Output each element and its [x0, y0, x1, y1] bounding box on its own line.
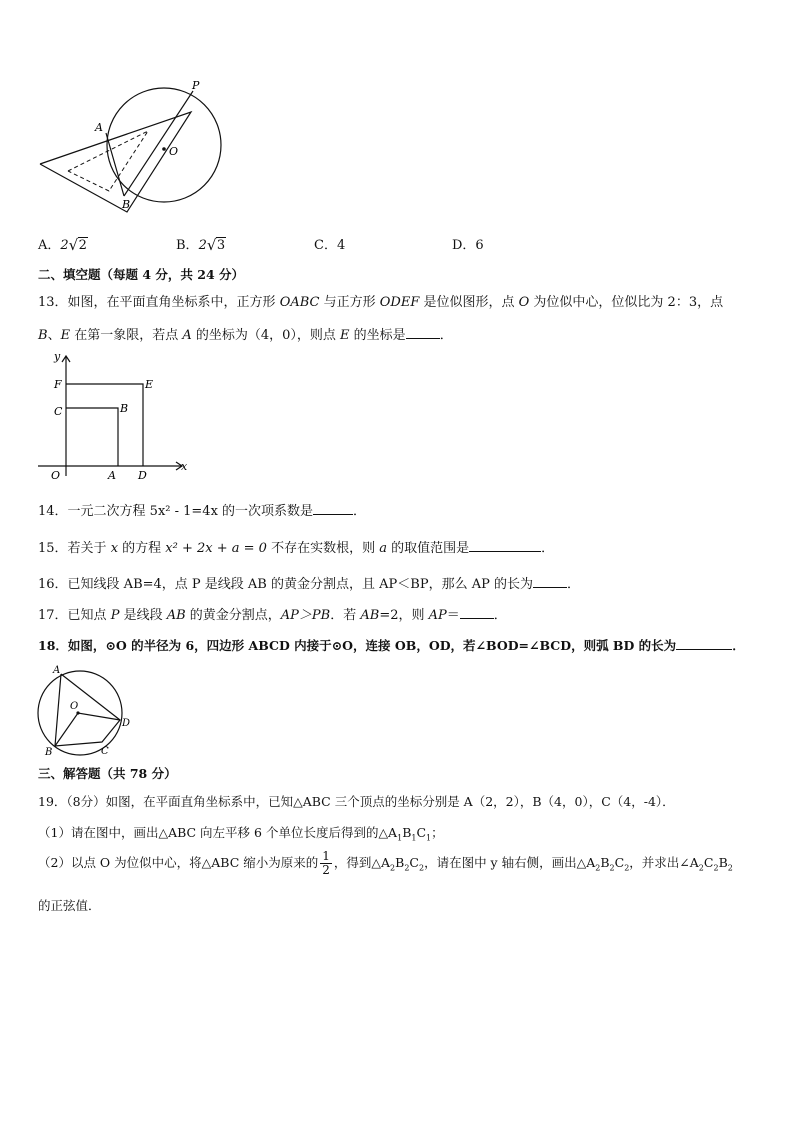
figure-q18 [34, 662, 144, 762]
q19-line-2: （1）请在图中，画出△ABC 向左平移 6 个单位长度后得到的$\triangle A_1B_1C_1$； [38, 825, 444, 843]
line-ab [106, 133, 124, 196]
q17: 17．已知点 P 是线段 AB 的黄金分割点，AP＞PB．若 AB=2，则 AP＝ ． [38, 608, 507, 623]
point-o [162, 147, 166, 151]
quad-abcd [55, 674, 120, 746]
radii-ob-od [55, 713, 120, 746]
label-p: P [192, 79, 200, 92]
label-o: O [70, 701, 79, 712]
label-d: D [122, 718, 131, 729]
label-a: A [108, 469, 116, 482]
square-oabc [66, 408, 118, 466]
figure-q12 [36, 78, 236, 213]
answer-blank [469, 539, 541, 552]
label-a: A [53, 665, 61, 676]
label-o: O [51, 469, 61, 482]
q16: 16．已知线段 AB=4，点 P 是线段 AB 的黄金分割点，且 AP＜BP，那么 AP 的长为 ． [38, 577, 580, 592]
label-e: E [145, 378, 154, 391]
label-b: B [45, 747, 53, 758]
q19-line-4: 的正弦值． [38, 898, 101, 913]
q19-line-3: （2）以点 O 为位似中心，将△ABC 缩小为原来的 $\frac{1}{2}$ ，得到$\triangle A_2B_2C_2$，请在图中 y 轴右侧，画出$\triangle A_2B_2C_2$，并求出$\angle A_2C_2B_2$ [38, 849, 733, 877]
option-a: A．2 √ 2 [38, 236, 87, 254]
figure-q13 [36, 348, 196, 482]
section-heading-fill-in: 二、填空题（每题 4 分，共 24 分） [38, 267, 245, 282]
line-bp [124, 91, 193, 196]
option-c: C．4 [314, 238, 346, 253]
triangle-outer [40, 112, 191, 212]
answer-blank [406, 326, 440, 339]
q13-line-1: 13．如图，在平面直角坐标系中，正方形 OABC 与正方形 ODEF 是位似图形，点 O 为位似中心，位似比为 2：3，点 [38, 295, 724, 310]
answer-blank [313, 502, 353, 515]
circle-o [107, 88, 221, 202]
square-odef [66, 384, 143, 466]
option-b: B．2 √ 3 [176, 236, 226, 254]
label-d: D [138, 469, 147, 482]
section-heading-answer: 三、解答题（共 78 分） [38, 766, 177, 781]
label-o: O [169, 145, 179, 158]
q15: 15．若关于 x 的方程 x² + 2x + a = 0 不存在实数根，则 a 的取值范围是 ． [38, 541, 555, 556]
answer-blank [460, 606, 494, 619]
option-d: D．6 [452, 238, 484, 253]
fraction-one-half: $\frac{1}{2}$ [322, 849, 330, 877]
label-y: y [54, 350, 61, 363]
label-c: C [101, 746, 109, 757]
label-f: F [54, 378, 62, 391]
q14: 14．一元二次方程 5x² - 1=4x 的一次项系数是 ． [38, 504, 367, 519]
answer-blank [533, 575, 567, 588]
answer-blank [676, 637, 732, 650]
label-b: B [120, 402, 129, 415]
label-b: B [122, 198, 131, 211]
q19-line-1: 19．（8分）如图，在平面直角坐标系中，已知△ABC 三个顶点的坐标分别是 A（2，2），B（4，0），C（4，-4）． [38, 794, 675, 809]
label-x: x [181, 460, 188, 473]
label-c: C [54, 405, 63, 418]
label-a: A [95, 121, 103, 134]
q18: 18．如图，⊙O 的半径为 6，四边形 ABCD 内接于⊙O，连接 OB，OD，若∠BOD=∠BCD，则弧 BD 的长为 ． [38, 638, 745, 653]
q13-line-2: B、E 在第一象限，若点 A 的坐标为（4，0），则点 E 的坐标是 ． [38, 328, 453, 343]
